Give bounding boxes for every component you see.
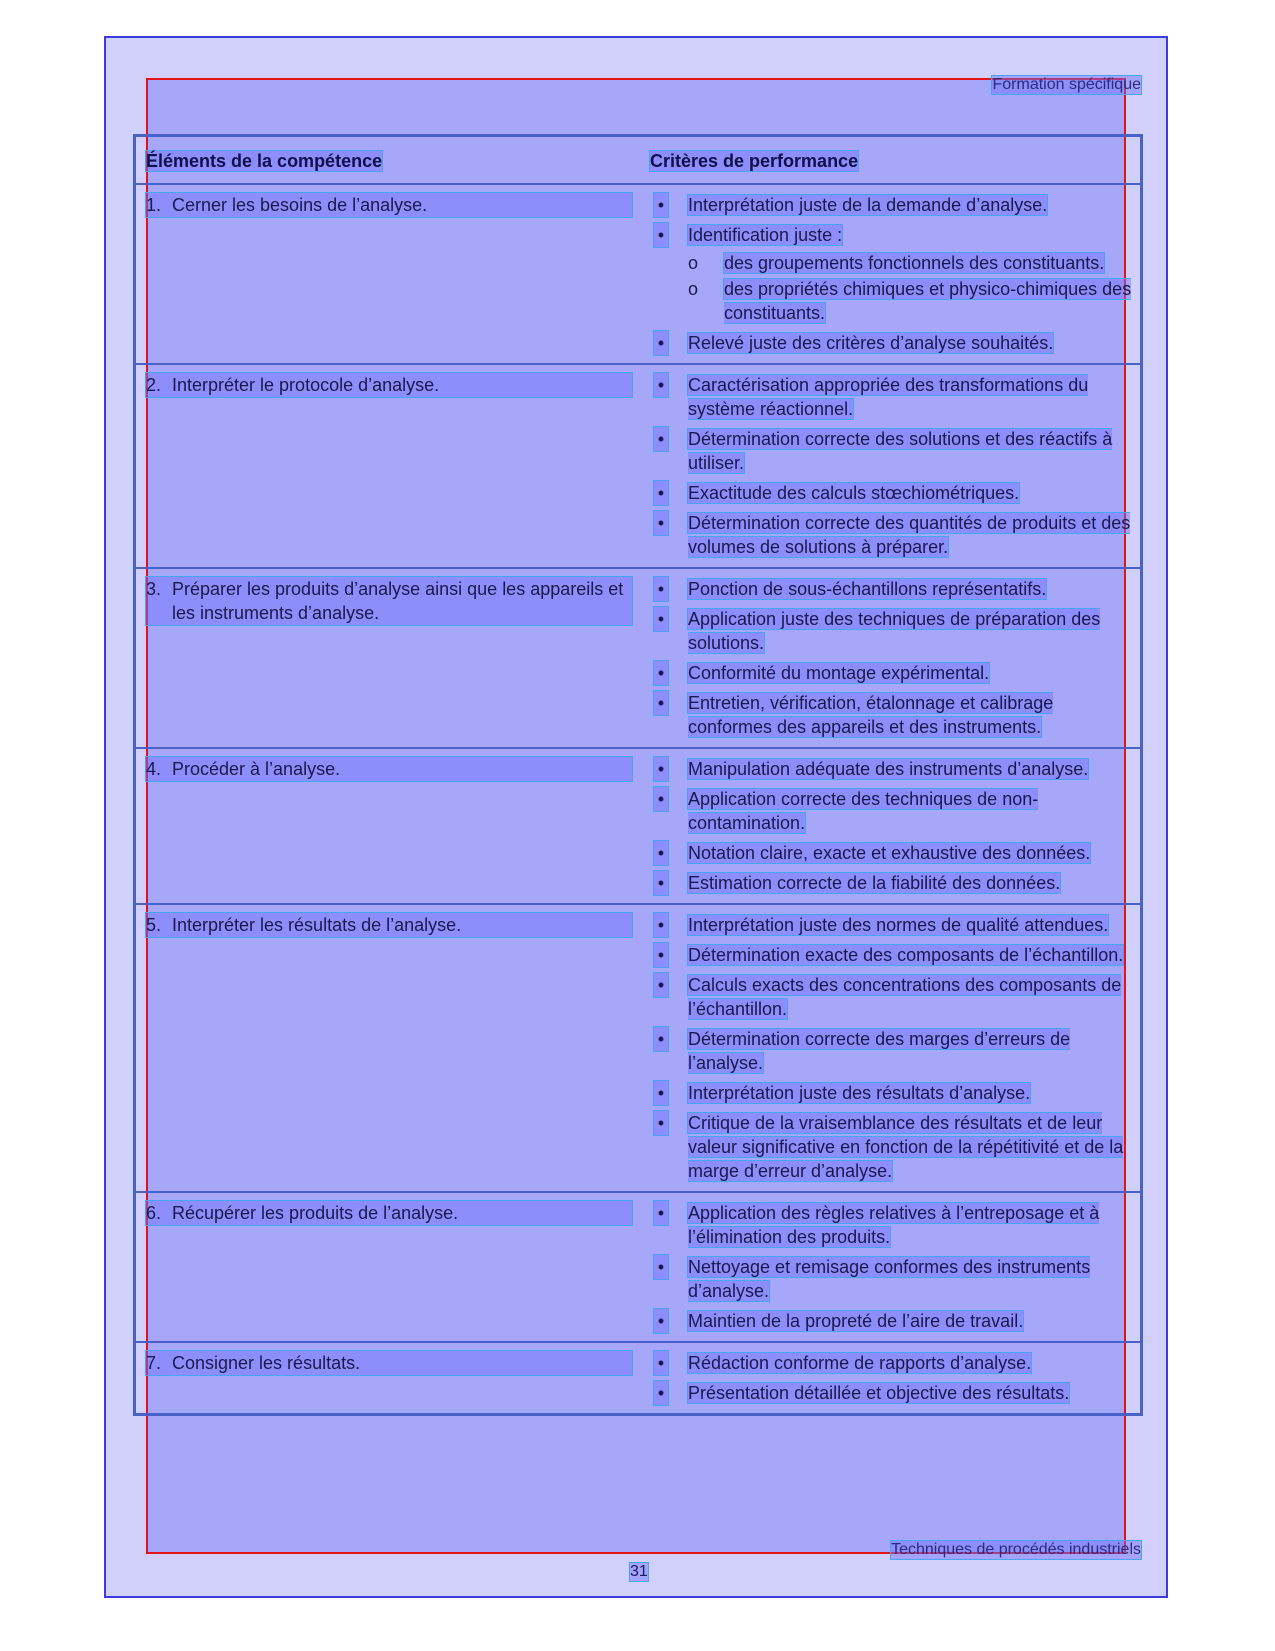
criterion-item	[650, 1309, 1132, 1333]
criterion-item	[650, 973, 1132, 1021]
criterion-item	[650, 331, 1132, 355]
element-cell	[135, 904, 641, 1192]
criterion-text: Exactitude des calculs stœchiométriques.	[688, 483, 1020, 503]
bullet-icon: •	[654, 1081, 668, 1105]
criterion-text: Conformité du montage expérimental.	[688, 663, 990, 683]
criterion-item	[650, 1381, 1132, 1405]
criterion-item	[650, 193, 1132, 217]
element-number: 6.	[146, 1203, 162, 1223]
criterion-text: Notation claire, exacte et exhaustive des données.	[688, 843, 1091, 863]
criterion-text: Application correcte des techniques de non-contamination.	[688, 789, 1039, 833]
criteria-cell	[640, 748, 1142, 904]
sub-criterion-item	[688, 277, 1132, 325]
element-cell	[135, 364, 641, 568]
criterion-text: Détermination correcte des quantités de produits et des volumes de solutions à préparer.	[688, 513, 1131, 557]
table-row	[135, 364, 1142, 568]
table-row	[135, 184, 1142, 364]
element-text: Consigner les résultats.	[172, 1353, 361, 1373]
criterion-item	[650, 757, 1132, 781]
bullet-icon: •	[654, 1111, 668, 1135]
criteria-list	[650, 373, 1132, 559]
criterion-text: Manipulation adéquate des instruments d’analyse.	[688, 759, 1089, 779]
criterion-item	[650, 577, 1132, 601]
criterion-item	[650, 223, 1132, 325]
criteria-list	[650, 193, 1132, 355]
bullet-icon: •	[654, 1255, 668, 1279]
criterion-text: Relevé juste des critères d’analyse souhaités.	[688, 333, 1054, 353]
criterion-text: Présentation détaillée et objective des résultats.	[688, 1383, 1070, 1403]
criterion-text: Calculs exacts des concentrations des composants de l’échantillon.	[688, 975, 1122, 1019]
element-number: 2.	[146, 375, 162, 395]
bullet-icon: •	[654, 1309, 668, 1333]
criterion-text: Maintien de la propreté de l’aire de travail.	[688, 1311, 1024, 1331]
bullet-icon: •	[654, 661, 668, 685]
bullet-icon: •	[654, 871, 668, 895]
bullet-icon: •	[654, 943, 668, 967]
criterion-item	[650, 427, 1132, 475]
criterion-item	[650, 943, 1132, 967]
criterion-item	[650, 913, 1132, 937]
bullet-icon: •	[654, 1027, 668, 1051]
criterion-text: Estimation correcte de la fiabilité des données.	[688, 873, 1061, 893]
criterion-item	[650, 481, 1132, 505]
bullet-icon: •	[654, 757, 668, 781]
criterion-text: Interprétation juste des normes de qualité attendues.	[688, 915, 1109, 935]
criterion-item	[650, 1111, 1132, 1183]
bullet-icon: •	[654, 577, 668, 601]
sub-bullet-icon: o	[688, 253, 699, 273]
criterion-item	[650, 1081, 1132, 1105]
criterion-text: Détermination correcte des solutions et des réactifs à utiliser.	[688, 429, 1113, 473]
competence-element	[146, 1201, 632, 1225]
element-text: Procéder à l’analyse.	[172, 759, 341, 779]
table-row	[135, 748, 1142, 904]
criterion-item	[650, 1351, 1132, 1375]
bullet-icon: •	[654, 373, 668, 397]
criteria-list	[650, 577, 1132, 739]
criterion-text: Détermination correcte des marges d’erreurs de l’analyse.	[688, 1029, 1071, 1073]
bullet-icon: •	[654, 973, 668, 997]
element-number: 3.	[146, 579, 162, 599]
criteria-cell	[640, 568, 1142, 748]
criterion-item	[650, 373, 1132, 421]
competence-element	[146, 193, 632, 217]
sub-criteria-list	[688, 251, 1132, 325]
criterion-text: Ponction de sous-échantillons représentatifs.	[688, 579, 1047, 599]
criterion-item	[650, 871, 1132, 895]
element-cell	[135, 184, 641, 364]
criterion-item	[650, 1255, 1132, 1303]
criterion-item	[650, 511, 1132, 559]
table-row	[135, 568, 1142, 748]
element-cell	[135, 568, 641, 748]
element-text: Interpréter le protocole d’analyse.	[172, 375, 440, 395]
sub-criterion-text: des propriétés chimiques et physico-chimiques des constituants.	[724, 279, 1132, 323]
criterion-item	[650, 787, 1132, 835]
sub-bullet-icon: o	[688, 279, 699, 299]
element-cell	[135, 1342, 641, 1415]
criterion-text: Identification juste :	[688, 225, 843, 245]
element-number: 7.	[146, 1353, 162, 1373]
table-row	[135, 1342, 1142, 1415]
bullet-icon: •	[654, 331, 668, 355]
competence-element	[146, 1351, 632, 1375]
col-header-criteria: Critères de performance	[640, 136, 1142, 185]
competence-element	[146, 913, 632, 937]
criteria-cell	[640, 364, 1142, 568]
criterion-text: Critique de la vraisemblance des résultats et de leur valeur significative en fonction de la répétitivité et de la marge d’erreur d’analyse.	[688, 1113, 1124, 1181]
page-number: 31	[630, 1563, 648, 1580]
bullet-icon: •	[654, 1381, 668, 1405]
criterion-item	[650, 1201, 1132, 1249]
bullet-icon: •	[654, 607, 668, 631]
criterion-text: Interprétation juste des résultats d’analyse.	[688, 1083, 1031, 1103]
criteria-list	[650, 1351, 1132, 1405]
bullet-icon: •	[654, 913, 668, 937]
bullet-icon: •	[654, 223, 668, 247]
criteria-list	[650, 1201, 1132, 1333]
competence-table	[133, 134, 1143, 1416]
table-row	[135, 904, 1142, 1192]
col-header-elements: Éléments de la compétence	[135, 136, 641, 185]
criterion-text: Application des règles relatives à l’entreposage et à l’élimination des produits.	[688, 1203, 1100, 1247]
running-header: Formation spécifique	[992, 76, 1141, 93]
element-text: Récupérer les produits de l’analyse.	[172, 1203, 459, 1223]
criterion-item	[650, 1027, 1132, 1075]
table-row	[135, 1192, 1142, 1342]
criterion-item	[650, 691, 1132, 739]
criterion-text: Caractérisation appropriée des transformations du système réactionnel.	[688, 375, 1089, 419]
bullet-icon: •	[654, 787, 668, 811]
competence-element	[146, 577, 632, 625]
element-number: 4.	[146, 759, 162, 779]
criterion-text: Nettoyage et remisage conformes des instruments d’analyse.	[688, 1257, 1091, 1301]
criteria-list	[650, 757, 1132, 895]
table-body	[135, 184, 1142, 1415]
criteria-list	[650, 913, 1132, 1183]
sub-criterion-item	[688, 251, 1132, 275]
bullet-icon: •	[654, 691, 668, 715]
bullet-icon: •	[654, 193, 668, 217]
criterion-item	[650, 661, 1132, 685]
bullet-icon: •	[654, 427, 668, 451]
competence-element	[146, 757, 632, 781]
competence-element	[146, 373, 632, 397]
criteria-cell	[640, 904, 1142, 1192]
criterion-text: Détermination exacte des composants de l’échantillon.	[688, 945, 1124, 965]
criterion-text: Application juste des techniques de préparation des solutions.	[688, 609, 1101, 653]
bullet-icon: •	[654, 481, 668, 505]
element-text: Préparer les produits d’analyse ainsi que les appareils et les instruments d’analyse.	[172, 579, 624, 623]
bullet-icon: •	[654, 841, 668, 865]
element-number: 1.	[146, 195, 162, 215]
criterion-text: Interprétation juste de la demande d’analyse.	[688, 195, 1048, 215]
element-cell	[135, 1192, 641, 1342]
criteria-cell	[640, 184, 1142, 364]
element-number: 5.	[146, 915, 162, 935]
table-header-row	[135, 136, 1142, 185]
element-text: Interpréter les résultats de l’analyse.	[172, 915, 462, 935]
bullet-icon: •	[654, 1351, 668, 1375]
running-footer: Techniques de procédés industriels	[891, 1541, 1141, 1558]
sub-criterion-text: des groupements fonctionnels des constituants.	[724, 253, 1105, 273]
criteria-cell	[640, 1192, 1142, 1342]
element-text: Cerner les besoins de l’analyse.	[172, 195, 428, 215]
criterion-text: Entretien, vérification, étalonnage et calibrage conformes des appareils et des instruments.	[688, 693, 1054, 737]
bullet-icon: •	[654, 511, 668, 535]
bullet-icon: •	[654, 1201, 668, 1225]
element-cell	[135, 748, 641, 904]
criterion-item	[650, 841, 1132, 865]
criterion-text: Rédaction conforme de rapports d’analyse.	[688, 1353, 1032, 1373]
criteria-cell	[640, 1342, 1142, 1415]
criterion-item	[650, 607, 1132, 655]
